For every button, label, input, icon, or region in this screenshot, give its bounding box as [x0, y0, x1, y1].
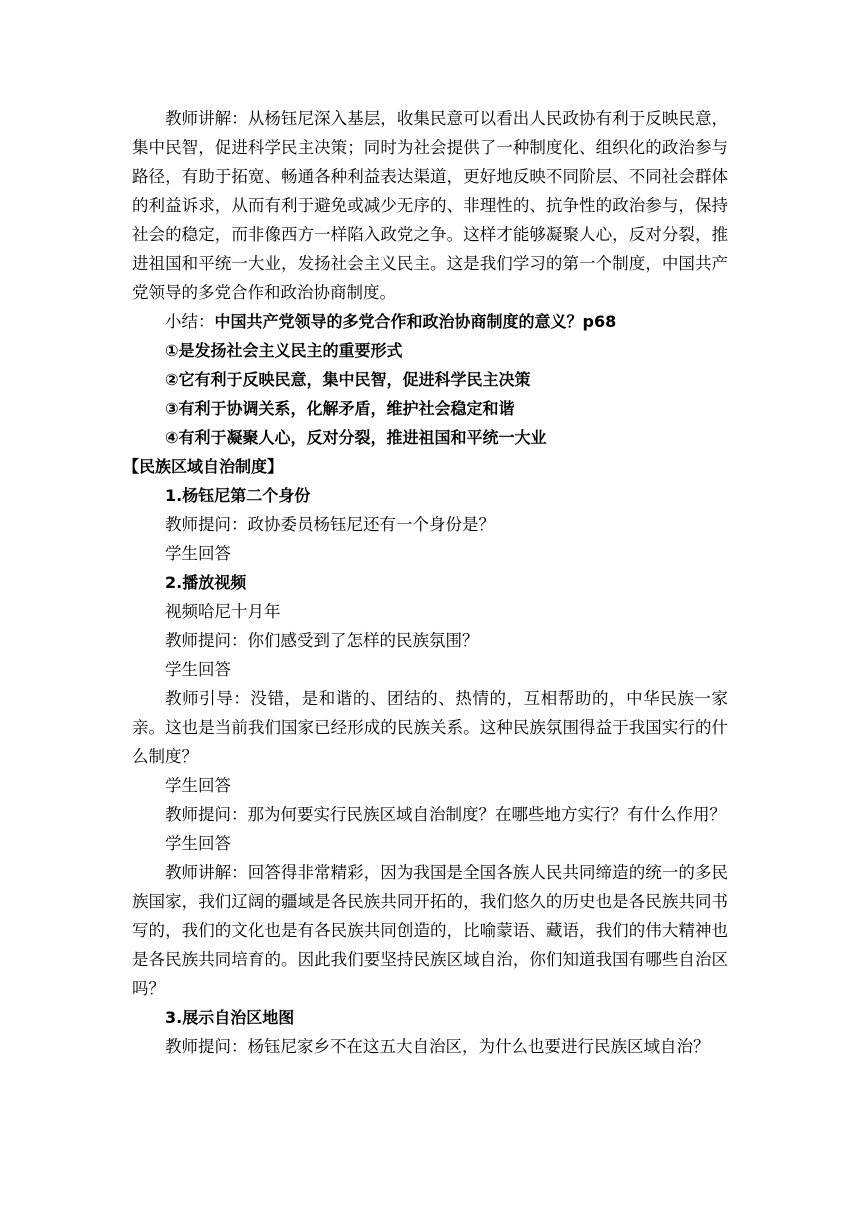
teacher-question-3: 教师提问：那为何要实行民族区域自治制度？在哪些地方实行？有什么作用？ — [165, 805, 726, 824]
teacher-question-4: 教师提问：杨钰尼家乡不在这五大自治区，为什么也要进行民族区域自治？ — [165, 1037, 710, 1056]
document-body — [123, 104, 728, 1061]
significance-point-1: ①是发扬社会主义民主的重要形式 — [165, 341, 403, 360]
summary-line — [132, 307, 728, 336]
teacher-question-2: 教师提问：你们感受到了怎样的民族氛围？ — [165, 631, 479, 650]
video-title: 视频哈尼十月年 — [165, 602, 281, 621]
significance-point-4: ④有利于凝聚人心，反对分裂，推进祖国和平统一大业 — [165, 428, 547, 447]
student-answer-1: 学生回答 — [165, 544, 231, 563]
teacher-explanation-2-paragraph: 教师讲解：回答得非常精彩，因为我国是全国各族人民共同缔造的统一的多民族国家，我们辽阔的疆域是各民族共同开拓的，我们悠久的历史也是各民族共同书写的，我们的文化也是有各民族共同创造的，比喻蒙语、藏语，我们的伟大精神也是各民族共同培育的。因此我们要坚持民族区域自治，你们知道我国有哪些自治区吗？ — [132, 863, 728, 998]
student-answer-2: 学生回答 — [165, 660, 231, 679]
student-answer-4: 学生回答 — [165, 834, 231, 853]
subheading-2: 2.播放视频 — [165, 573, 247, 592]
summary-title: 中国共产党领导的多党合作和政治协商制度的意义？p68 — [214, 312, 617, 331]
teacher-guide-paragraph: 教师引导：没错，是和谐的、团结的、热情的，互相帮助的，中华民族一家亲。这也是当前我们国家已经形成的民族关系。这种民族氛围得益于我国实行的什么制度？ — [132, 689, 728, 766]
significance-point-2: ②它有利于反映民意，集中民智，促进科学民主决策 — [165, 370, 531, 389]
subheading-1: 1.杨钰尼第二个身份 — [165, 486, 311, 505]
subheading-3: 3.展示自治区地图 — [165, 1008, 295, 1027]
teacher-question-1: 教师提问：政协委员杨钰尼还有一个身份是？ — [165, 515, 495, 534]
teacher-explanation-paragraph: 教师讲解：从杨钰尼深入基层，收集民意可以看出人民政协有利于反映民意，集中民智，促进科学民主决策；同时为社会提供了一种制度化、组织化的政治参与路径，有助于拓宽、畅通各种利益表达渠道，更好地反映不同阶层、不同社会群体的利益诉求，从而有利于避免或减少无序的、非理性的、抗争性的政治参与，保持社会的稳定，而非像西方一样陷入政党之争。这样才能够凝聚人心，反对分裂，推进祖国和平统一大业，发扬社会主义民主。这是我们学习的第一个制度，中国共产党领导的多党合作和政治协商制度。 — [132, 109, 728, 302]
summary-label: 小结： — [165, 312, 215, 331]
section-heading: 【民族区域自治制度】 — [123, 457, 284, 476]
significance-point-3: ③有利于协调关系，化解矛盾，维护社会稳定和谐 — [165, 399, 515, 418]
student-answer-3: 学生回答 — [165, 776, 231, 795]
